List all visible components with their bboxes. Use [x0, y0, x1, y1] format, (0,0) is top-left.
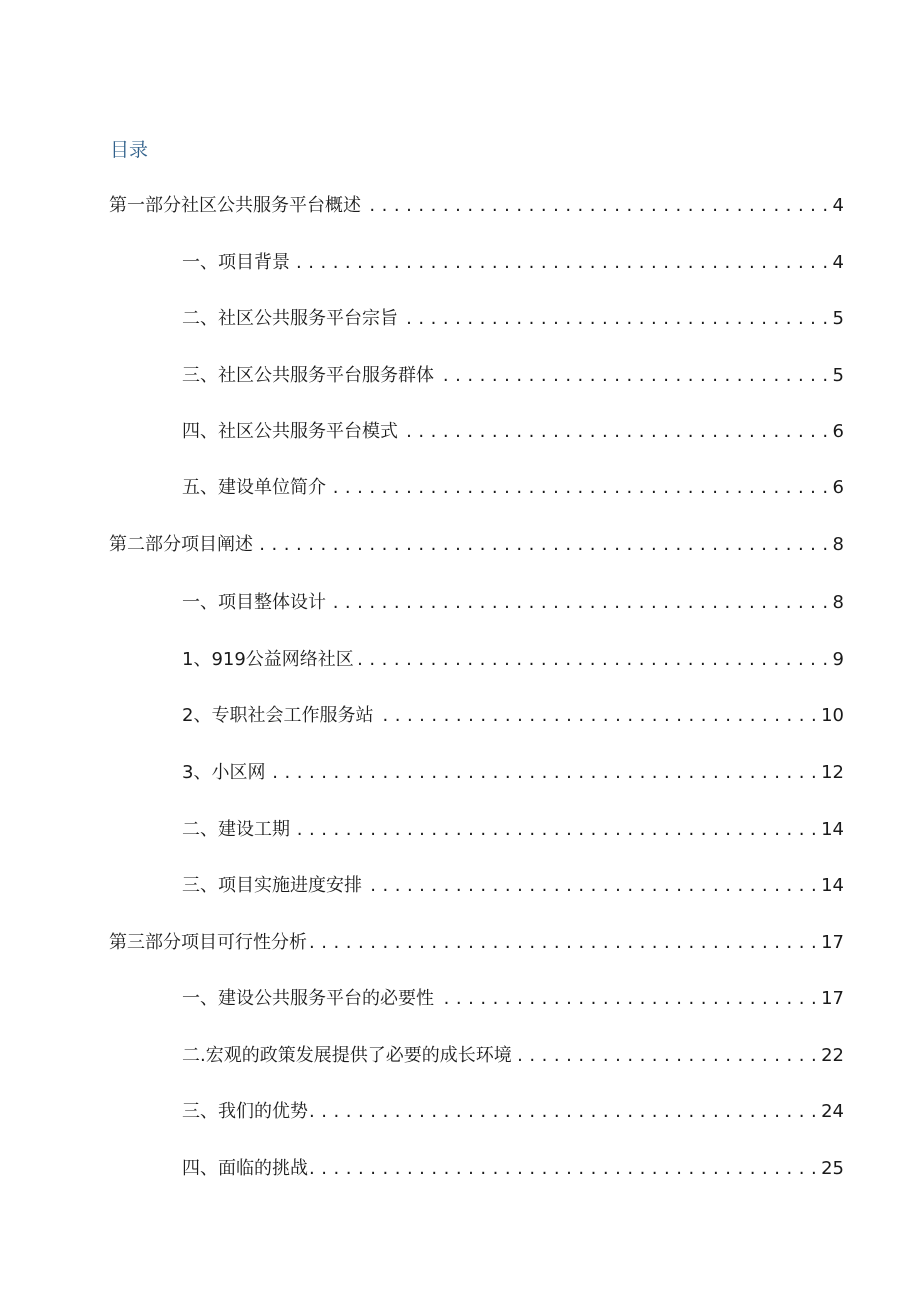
- toc-entry-text: 五、建设单位简介: [182, 477, 326, 498]
- toc-entry[interactable]: [182, 472, 844, 502]
- toc-page-number: 22: [821, 1045, 844, 1066]
- toc-entry[interactable]: [109, 529, 844, 559]
- toc-leader-dots: [363, 192, 829, 220]
- toc-entry-text: 1、919公益网络社区: [182, 649, 354, 670]
- toc-entry[interactable]: [182, 870, 844, 900]
- toc-page-number: 5: [832, 308, 844, 329]
- toc-leader-dots: [364, 872, 817, 900]
- toc-leader-dots: [292, 816, 817, 844]
- toc-entry-text: 四、面临的挑战: [182, 1158, 308, 1179]
- toc-page-number: 4: [832, 252, 844, 273]
- toc-page-number: 17: [821, 932, 844, 953]
- toc-entry[interactable]: [182, 587, 844, 617]
- toc-entry-text: 四、社区公共服务平台模式: [182, 421, 398, 442]
- toc-entry-text: 三、项目实施进度安排: [182, 875, 362, 896]
- toc-page-number: 17: [821, 988, 844, 1009]
- toc-entry-text: 二、社区公共服务平台宗旨: [182, 308, 398, 329]
- toc-leader-dots: [328, 589, 829, 617]
- toc-entry-text: 2、专职社会工作服务站: [182, 705, 374, 726]
- toc-page-number: 24: [821, 1101, 844, 1122]
- toc-entry[interactable]: [109, 927, 844, 957]
- toc-leader-dots: [400, 305, 829, 333]
- toc-entry-text: 一、项目整体设计: [182, 592, 326, 613]
- toc-page-number: 8: [832, 592, 844, 613]
- toc-page-number: 14: [821, 819, 844, 840]
- toc-entry[interactable]: [182, 303, 844, 333]
- toc-entry[interactable]: [182, 983, 844, 1013]
- toc-leader-dots: [400, 418, 829, 446]
- toc-entry-text: 三、我们的优势: [182, 1101, 308, 1122]
- toc-entry[interactable]: [182, 1096, 844, 1126]
- toc-leader-dots: [514, 1042, 817, 1070]
- toc-page-number: 12: [821, 762, 844, 783]
- toc-leader-dots: [310, 1098, 817, 1126]
- toc-entry-text: 3、小区网: [182, 762, 266, 783]
- toc-entry[interactable]: [182, 416, 844, 446]
- toc-page-number: 5: [832, 365, 844, 386]
- toc-leader-dots: [309, 929, 817, 957]
- toc-entry[interactable]: [182, 644, 844, 674]
- toc-entry[interactable]: [182, 700, 844, 730]
- toc-entry-text: 第三部分项目可行性分析: [109, 932, 307, 953]
- toc-entry[interactable]: [182, 1153, 844, 1183]
- toc-page-number: 10: [821, 705, 844, 726]
- toc-entry-text: 第一部分社区公共服务平台概述: [109, 195, 361, 216]
- toc-entry-text: 第二部分项目阐述: [109, 534, 253, 555]
- toc-entry[interactable]: [182, 1040, 844, 1070]
- toc-leader-dots: [328, 474, 829, 502]
- toc-entry[interactable]: [182, 247, 844, 277]
- toc-leader-dots: [292, 249, 829, 277]
- toc-title: 目录: [110, 139, 149, 161]
- toc-page-number: 6: [832, 477, 844, 498]
- toc-leader-dots: [255, 531, 829, 559]
- toc-page-number: 9: [832, 649, 844, 670]
- toc-leader-dots: [310, 1155, 817, 1183]
- toc-page-number: 4: [832, 195, 844, 216]
- toc-entry[interactable]: [182, 757, 844, 787]
- toc-page-number: 6: [832, 421, 844, 442]
- toc-entry[interactable]: [182, 360, 844, 390]
- toc-page-number: 25: [821, 1158, 844, 1179]
- toc-entry[interactable]: [182, 814, 844, 844]
- toc-entry-text: 一、项目背景: [182, 252, 290, 273]
- toc-leader-dots: [356, 646, 829, 674]
- toc-page-number: 8: [832, 534, 844, 555]
- toc-entry-text: 一、建设公共服务平台的必要性: [182, 988, 434, 1009]
- toc-leader-dots: [436, 985, 817, 1013]
- toc-leader-dots: [436, 362, 829, 390]
- toc-entry[interactable]: [109, 190, 844, 220]
- toc-entry-text: 三、社区公共服务平台服务群体: [182, 365, 434, 386]
- toc-leader-dots: [267, 759, 817, 787]
- toc-page-number: 14: [821, 875, 844, 896]
- toc-entry-text: 二.宏观的政策发展提供了必要的成长环境: [182, 1045, 512, 1066]
- toc-entry-text: 二、建设工期: [182, 819, 290, 840]
- toc-leader-dots: [375, 702, 817, 730]
